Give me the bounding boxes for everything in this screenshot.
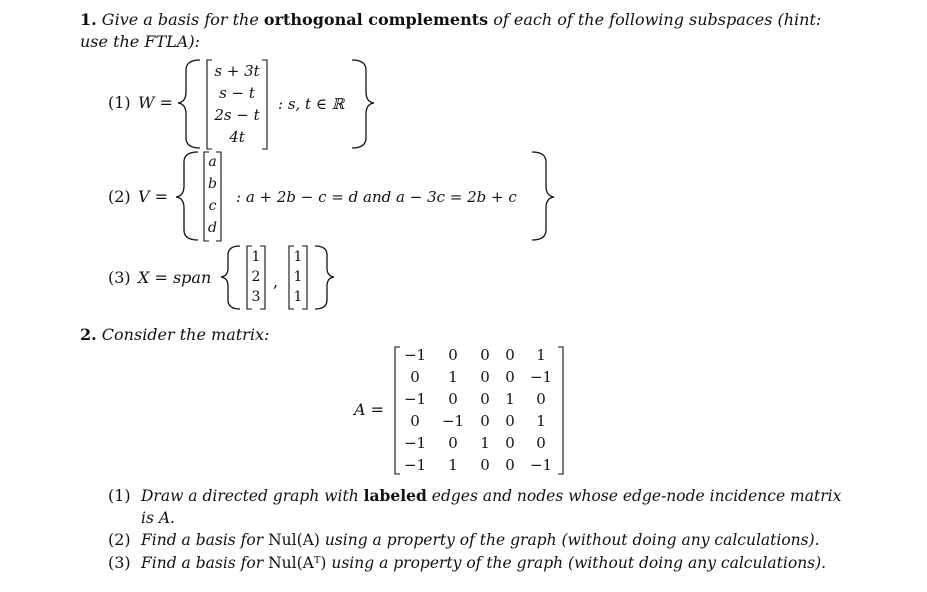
item-1-label: (1) bbox=[108, 486, 131, 505]
matrix-cell: 1 bbox=[505, 390, 515, 408]
matrix-cell: 1 bbox=[536, 412, 546, 430]
problem-1-bold-phrase: orthogonal complements bbox=[263, 10, 489, 29]
part-1-entry: 4t bbox=[229, 128, 245, 146]
part-2-entry: d bbox=[208, 220, 217, 236]
matrix-cell: −1 bbox=[403, 434, 427, 452]
part-3-label: (3) bbox=[108, 268, 131, 287]
matrix-cell: 1 bbox=[448, 368, 458, 386]
matrix-cell: −1 bbox=[529, 368, 553, 386]
part-3-comma: , bbox=[273, 272, 279, 291]
item-1-continuation: is A. bbox=[141, 509, 175, 527]
matrix-cell: 0 bbox=[505, 456, 515, 474]
item-1-pre: Draw a directed graph with bbox=[141, 487, 359, 505]
item-1-post: edges and nodes whose edge-node incidence matrix bbox=[431, 487, 842, 505]
item-2-pre: Find a basis for bbox=[141, 531, 264, 549]
matrix-cell: 0 bbox=[480, 390, 490, 408]
matrix-cell: 0 bbox=[448, 390, 458, 408]
matrix-cell: −1 bbox=[441, 412, 465, 430]
matrix-cell: 1 bbox=[480, 434, 490, 452]
item-2-text bbox=[141, 530, 820, 550]
part-1-entry: s + 3t bbox=[214, 62, 260, 80]
matrix-cell: 1 bbox=[448, 456, 458, 474]
part-3-vector-2-entry: 1 bbox=[293, 249, 303, 265]
part-2-entry: b bbox=[208, 176, 217, 192]
item-3-pre: Find a basis for bbox=[141, 554, 264, 572]
part-3-vector-1-entry: 2 bbox=[251, 269, 261, 285]
matrix-cell: 0 bbox=[480, 412, 490, 430]
matrix-left-bracket bbox=[395, 347, 400, 474]
part-3-vector-2-entry: 1 bbox=[293, 269, 303, 285]
item-2-label: (2) bbox=[108, 530, 131, 549]
part-2-condition-a: : a + 2b − c = d bbox=[236, 188, 359, 206]
part-2-entry: c bbox=[208, 198, 217, 214]
part-1-label: (1) bbox=[108, 93, 131, 112]
problem-1-lead: Give a basis for the bbox=[101, 10, 259, 29]
matrix-cell: 1 bbox=[536, 346, 546, 364]
matrix-cell: 0 bbox=[448, 434, 458, 452]
part-2-lhs: V = bbox=[138, 187, 169, 206]
part-2-condition-and: and bbox=[363, 188, 392, 206]
matrix-cell: 0 bbox=[410, 412, 420, 430]
part-1-entry: 2s − t bbox=[214, 106, 260, 124]
problem-1-rest: of each of the following subspaces (hint: bbox=[493, 10, 822, 29]
part-2-entry: a bbox=[208, 154, 217, 170]
matrix-cell: −1 bbox=[529, 456, 553, 474]
matrix-cell: −1 bbox=[403, 390, 427, 408]
matrix-cell: 0 bbox=[505, 412, 515, 430]
problem-1-line-2: use the FTLA): bbox=[80, 32, 200, 51]
problem-2-number: 2. bbox=[80, 325, 97, 344]
part-1-lhs: W = bbox=[138, 93, 173, 112]
part-3-vector-2-entry: 1 bbox=[293, 289, 303, 305]
matrix-cell: 0 bbox=[505, 346, 515, 364]
part-2-condition-b: a − 3c = 2b + c bbox=[396, 188, 517, 206]
matrix-cell: 0 bbox=[536, 390, 546, 408]
matrix-cell: 0 bbox=[480, 456, 490, 474]
item-1-text bbox=[141, 486, 841, 506]
problem-2-lead: Consider the matrix: bbox=[101, 325, 270, 344]
item-2-math: Nul(A) bbox=[268, 531, 320, 549]
part-3-vector-1-entry: 3 bbox=[251, 289, 261, 305]
matrix-cell: 0 bbox=[505, 368, 515, 386]
matrix-label: A = bbox=[354, 400, 385, 419]
matrix-right-bracket bbox=[558, 347, 563, 474]
item-3-math: Nul(Aᵀ) bbox=[268, 554, 327, 572]
part-2-label: (2) bbox=[108, 187, 131, 206]
matrix-cell: 0 bbox=[410, 368, 420, 386]
item-3-label: (3) bbox=[108, 553, 131, 572]
matrix-cell: 0 bbox=[505, 434, 515, 452]
item-3-post: using a property of the graph (without doing any calculations). bbox=[331, 554, 827, 572]
item-2-post: using a property of the graph (without doing any calculations). bbox=[324, 531, 820, 549]
part-3-vector-1-entry: 1 bbox=[251, 249, 261, 265]
matrix-cell: −1 bbox=[403, 456, 427, 474]
matrix-cell: 0 bbox=[480, 346, 490, 364]
item-3-text bbox=[141, 553, 826, 573]
matrix-cell: 0 bbox=[536, 434, 546, 452]
problem-1-number: 1. bbox=[80, 10, 97, 29]
matrix-cell: 0 bbox=[448, 346, 458, 364]
matrix-cell: 0 bbox=[480, 368, 490, 386]
part-3-lhs: X = span bbox=[138, 268, 212, 287]
part-1-condition: : s, t ∈ ℝ bbox=[278, 95, 345, 113]
part-1-entry: s − t bbox=[219, 84, 255, 102]
item-1-bold: labeled bbox=[363, 486, 427, 505]
matrix-cell: −1 bbox=[403, 346, 427, 364]
